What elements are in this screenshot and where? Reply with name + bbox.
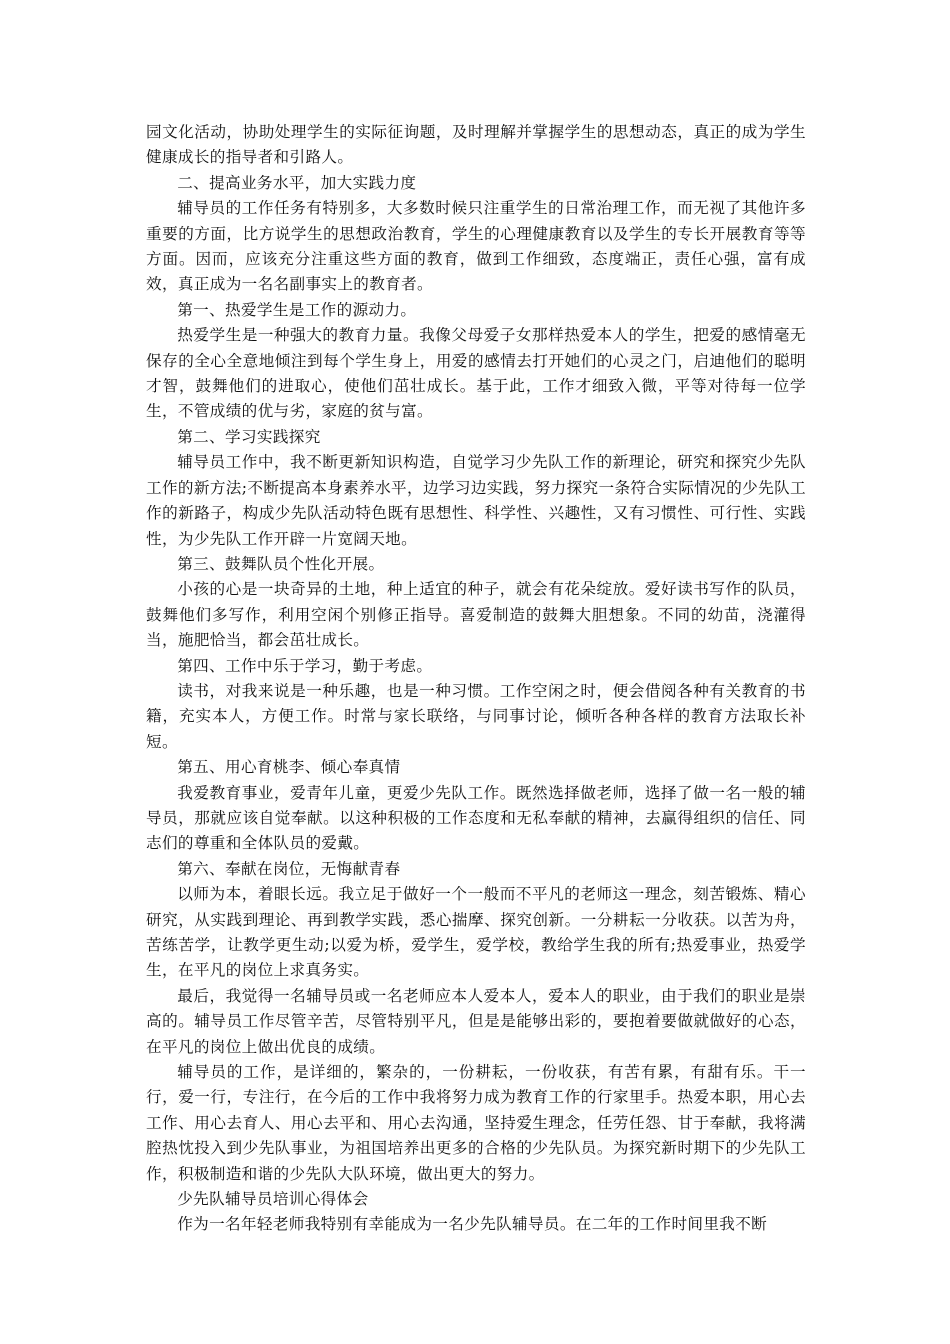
- paragraph: 作为一名年轻老师我特别有幸能成为一名少先队辅导员。在二年的工作时间里我不断: [177, 1215, 768, 1234]
- section-heading: 第一、热爱学生是工作的源动力。: [177, 300, 417, 319]
- paragraph: 热爱学生是一种强大的教育力量。我像父母爱子女那样热爱本人的学生，把爱的感情毫无保存的全心全意地倾注到每个学生身上，用爱的感情去打开她们的心灵之门，启迪他们的聪明才智，鼓舞他们的进取心，使他们茁壮成长。基于此，工作才细致入微，平等对待每一位学生，不管成绩的优与劣，家庭的贫与富。: [146, 326, 806, 421]
- section-heading: 少先队辅导员培训心得体会: [177, 1190, 369, 1209]
- document-body: [146, 120, 806, 1238]
- section-heading: 第三、鼓舞队员个性化开展。: [177, 554, 385, 573]
- paragraph: 我爱教育事业，爱青年儿童，更爱少先队工作。既然选择做老师，选择了做一名一般的辅导员，那就应该自觉奉献。以这种积极的工作态度和无私奉献的精神，去赢得组织的信任、同志们的尊重和全体队员的爱戴。: [146, 783, 806, 853]
- section-heading: 第四、工作中乐于学习，勤于考虑。: [177, 656, 433, 675]
- paragraph: 读书，对我来说是一种乐趣，也是一种习惯。工作空闲之时，便会借阅各种有关教育的书籍，充实本人，方便工作。时常与家长联络，与同事讨论，倾听各种各样的教育方法取长补短。: [146, 681, 806, 751]
- paragraph: 园文化活动，协助处理学生的实际征询题，及时理解并掌握学生的思想动态，真正的成为学生健康成长的指导者和引路人。: [146, 123, 806, 167]
- section-heading: 第二、学习实践探究: [177, 427, 321, 446]
- paragraph: 辅导员的工作，是详细的，繁杂的，一份耕耘，一份收获，有苦有累，有甜有乐。干一行，爱一行，专注行，在今后的工作中我将努力成为教育工作的行家里手。热爱本职，用心去工作、用心去育人、用心去平和、用心去沟通，坚持爱生理念，任劳任怨、甘于奉献，我将满腔热忱投入到少先队事业，为祖国培养出更多的合格的少先队员。为探究新时期下的少先队工作，积极制造和谐的少先队大队环境，做出更大的努力。: [146, 1063, 806, 1183]
- paragraph: 辅导员的工作任务有特别多，大多数时候只注重学生的日常治理工作，而无视了其他许多重要的方面，比方说学生的思想政治教育，学生的心理健康教育以及学生的专长开展教育等等方面。因而，应该充分注重这些方面的教育，做到工作细致，态度端正，责任心强，富有成效，真正成为一名名副事实上的教育者。: [146, 199, 806, 294]
- section-heading: 二、提高业务水平，加大实践力度: [177, 173, 417, 192]
- paragraph: 最后，我觉得一名辅导员或一名老师应本人爱本人，爱本人的职业，由于我们的职业是崇高的。辅导员工作尽管辛苦，尽管特别平凡，但是是能够出彩的，要抱着要做就做好的心态，在平凡的岗位上做出优良的成绩。: [146, 986, 806, 1056]
- paragraph: 辅导员工作中，我不断更新知识构造，自觉学习少先队工作的新理论，研究和探究少先队工作的新方法;不断提高本身素养水平，边学习边实践，努力探究一条符合实际情况的少先队工作的新路子，构成少先队活动特色既有思想性、科学性、兴趣性，又有习惯性、可行性、实践性，为少先队工作开辟一片宽阔天地。: [146, 453, 806, 548]
- section-heading: 第六、奉献在岗位，无悔献青春: [177, 859, 401, 878]
- section-heading: 第五、用心育桃李、倾心奉真情: [177, 758, 401, 777]
- paragraph: 以师为本，着眼长远。我立足于做好一个一般而不平凡的老师这一理念，刻苦锻炼、精心研究，从实践到理论、再到教学实践，悉心揣摩、探究创新。一分耕耘一分收获。以苦为舟，苦练苦学，让教学更生动;以爱为桥，爱学生，爱学校，教给学生我的所有;热爱事业，热爱学生，在平凡的岗位上求真务实。: [146, 885, 806, 980]
- paragraph: 小孩的心是一块奇异的土地，种上适宜的种子，就会有花朵绽放。爱好读书写作的队员，鼓舞他们多写作，利用空闲个别修正指导。喜爱制造的鼓舞大胆想象。不同的幼苗，浇灌得当，施肥恰当，都会茁壮成长。: [146, 580, 806, 650]
